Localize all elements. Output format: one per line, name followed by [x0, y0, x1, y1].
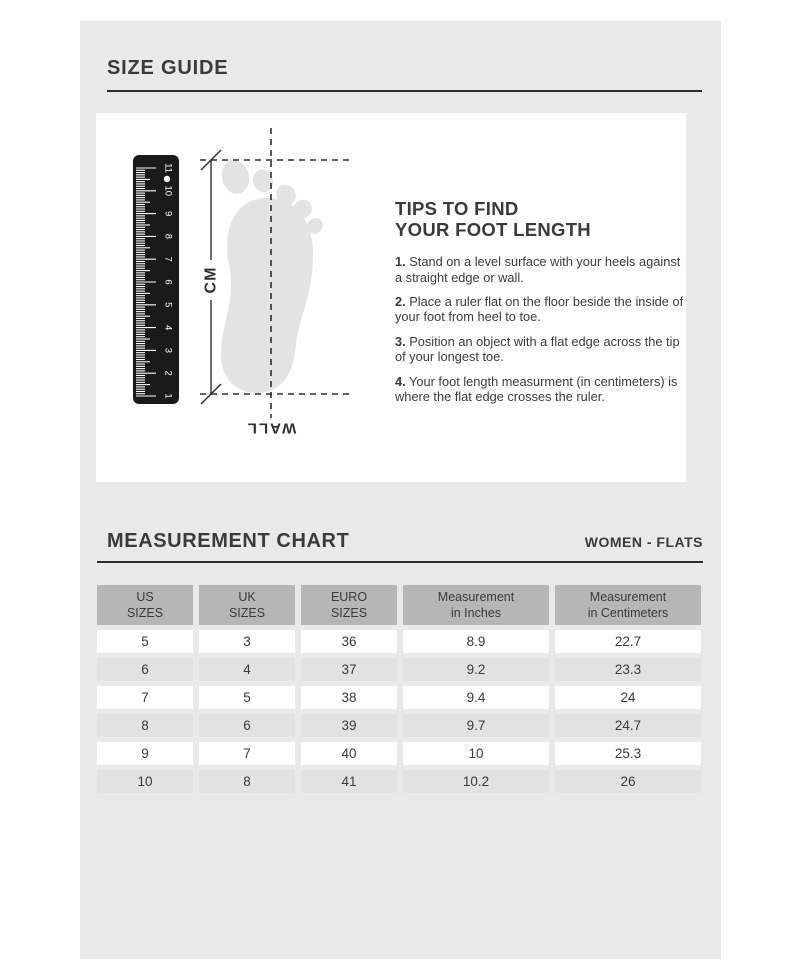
table-cell: 25.3: [555, 742, 701, 765]
ruler-dot: [164, 176, 170, 182]
table-row: [97, 686, 701, 709]
svg-text:1: 1: [162, 393, 174, 399]
measurement-chart-title: MEASUREMENT CHART: [107, 530, 350, 552]
table-cell: 40: [301, 742, 397, 765]
table-cell: 9.7: [403, 714, 549, 737]
svg-text:5: 5: [162, 302, 174, 308]
column-header-us-sizes: US SIZES: [97, 585, 193, 625]
table-header-row: [97, 585, 701, 625]
table-cell: 10: [403, 742, 549, 765]
ruler-icon: [133, 155, 179, 404]
table-cell: 4: [199, 658, 295, 681]
wall-label: WALL: [245, 419, 297, 437]
svg-text:4: 4: [162, 324, 174, 331]
size-table: [97, 585, 701, 793]
table-row: [97, 714, 701, 737]
table-cell: 3: [199, 630, 295, 653]
table-cell: 26: [555, 770, 701, 793]
size-guide-title: SIZE GUIDE: [107, 57, 229, 79]
svg-text:3: 3: [162, 347, 174, 354]
table-cell: 39: [301, 714, 397, 737]
tips-section: [395, 199, 685, 413]
cm-label: CM: [202, 266, 220, 294]
column-header-inches: Measurement in Inches: [403, 585, 549, 625]
table-cell: 9.4: [403, 686, 549, 709]
tip-item: 3. Position an object with a flat edge across the tip of your longest toe.: [395, 333, 680, 365]
table-cell: 10: [97, 770, 193, 793]
column-header-uk-sizes: UK SIZES: [199, 585, 295, 625]
column-header-euro-sizes: EURO SIZES: [301, 585, 397, 625]
svg-text:7: 7: [162, 256, 174, 262]
measurement-chart-header: [97, 530, 703, 563]
foot-measurement-card: [96, 113, 686, 482]
svg-text:10: 10: [162, 185, 174, 197]
table-row: [97, 770, 701, 793]
tips-heading: TIPS TO FIND YOUR FOOT LENGTH: [395, 198, 591, 240]
tip-item: 4. Your foot length measurment (in centimeters) is where the flat edge crosses the ruler.: [395, 373, 678, 404]
tip-item: 1. Stand on a level surface with your heels against a straight edge or wall.: [395, 254, 681, 285]
table-cell: 9: [97, 742, 193, 765]
table-cell: 38: [301, 686, 397, 709]
table-cell: 10.2: [403, 770, 549, 793]
table-row: [97, 742, 701, 765]
table-cell: 6: [97, 658, 193, 681]
table-cell: 7: [199, 742, 295, 765]
table-cell: 7: [97, 686, 193, 709]
measurement-chart-category: WOMEN - FLATS: [584, 534, 703, 550]
svg-text:11: 11: [162, 163, 174, 173]
table-cell: 8.9: [403, 630, 549, 653]
table-row: [97, 630, 701, 653]
size-guide-panel: [80, 21, 721, 959]
table-cell: 8: [199, 770, 295, 793]
table-cell: 41: [301, 770, 397, 793]
size-guide-header: [107, 57, 702, 92]
table-cell: 24.7: [555, 714, 701, 737]
table-cell: 5: [97, 630, 193, 653]
table-cell: 24: [555, 686, 701, 709]
table-row: [97, 658, 701, 681]
table-cell: 6: [199, 714, 295, 737]
table-cell: 22.7: [555, 630, 701, 653]
svg-text:8: 8: [162, 233, 174, 240]
footprint-icon: [219, 158, 326, 393]
table-cell: 23.3: [555, 658, 701, 681]
column-header-centimeters: Measurement in Centimeters: [555, 585, 701, 625]
tip-item: 2. Place a ruler flat on the floor beside the inside of your foot from heel to toe.: [395, 294, 684, 325]
svg-text:9: 9: [162, 210, 174, 217]
svg-text:2: 2: [162, 370, 174, 376]
table-cell: 36: [301, 630, 397, 653]
table-cell: 9.2: [403, 658, 549, 681]
svg-text:6: 6: [162, 279, 174, 285]
table-cell: 8: [97, 714, 193, 737]
table-cell: 37: [301, 658, 397, 681]
table-cell: 5: [199, 686, 295, 709]
